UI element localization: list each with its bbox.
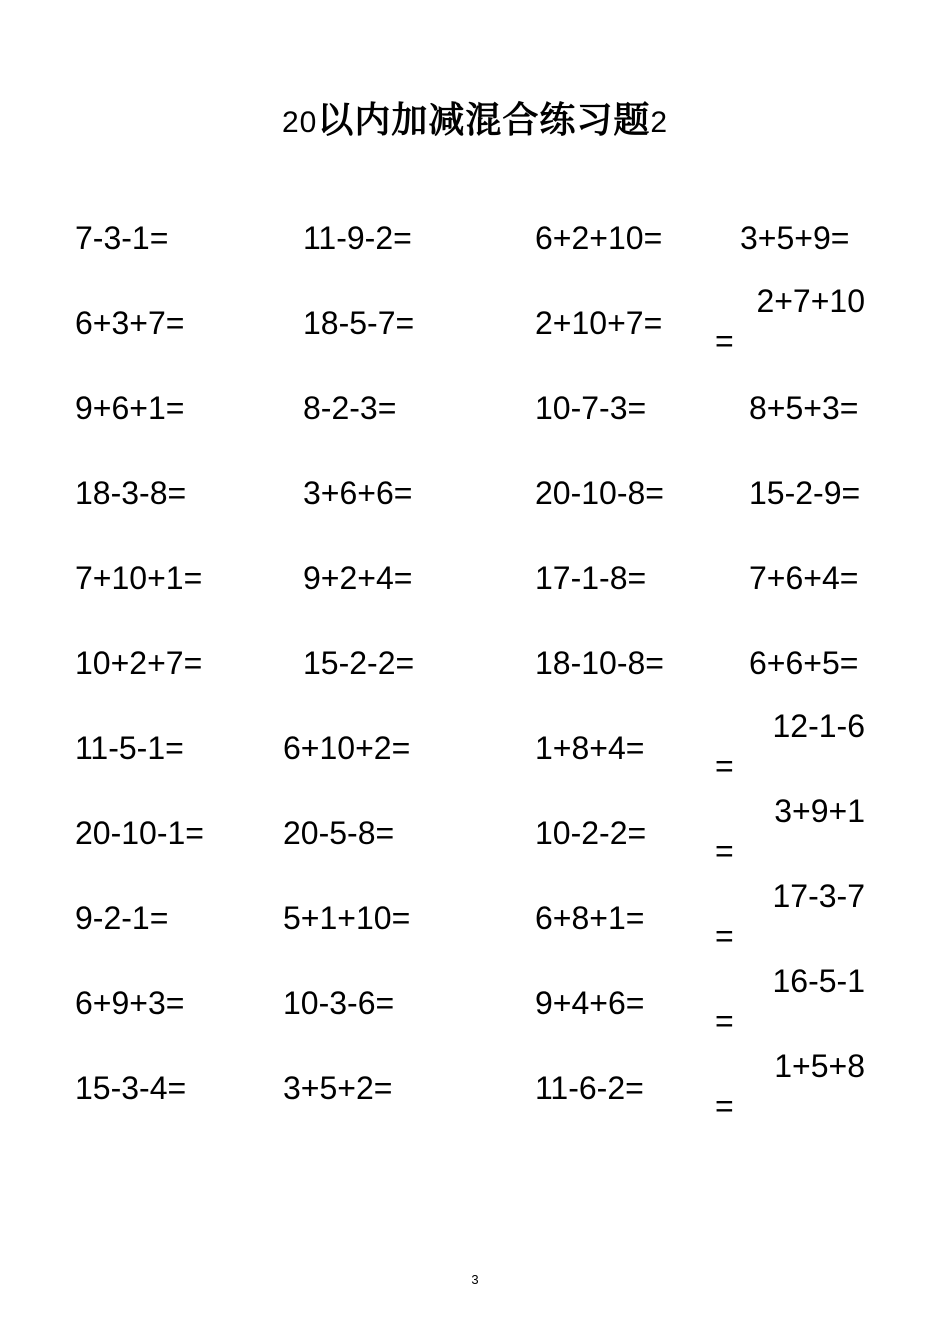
problem-expression: 16-5-1 (772, 963, 865, 999)
problem-expression: 3+9+1 (774, 793, 865, 829)
problem-wrapped (715, 706, 865, 796)
problem-expression: 12-1-6 (772, 708, 865, 744)
problem: 6+10+2= (283, 730, 411, 766)
problem-wrapped (715, 791, 865, 881)
problem: 6+9+3= (75, 985, 185, 1021)
problem: 18-10-8= (535, 645, 664, 681)
problem: 15-2-2= (303, 645, 415, 681)
problem: 20-10-1= (75, 815, 204, 851)
problem: 20-10-8= (535, 475, 664, 511)
page-title (0, 92, 950, 143)
problem: 3+6+6= (303, 475, 413, 511)
title-suffix: 2 (650, 106, 669, 139)
problem: 10-7-3= (535, 390, 647, 426)
problem-wrapped (715, 961, 865, 1051)
problem: 6+2+10= (535, 220, 663, 256)
problem: 6+3+7= (75, 305, 185, 341)
problem: 8-2-3= (303, 390, 397, 426)
title-main: 以内加减混合练习题 (317, 100, 651, 141)
problem: 10-2-2= (535, 815, 647, 851)
problem: 7-3-1= (75, 220, 169, 256)
problem: 17-1-8= (535, 560, 647, 596)
problem-wrapped (715, 876, 865, 966)
problem-equals: = (715, 918, 734, 954)
problem: 9+4+6= (535, 985, 645, 1021)
page-number: 3 (471, 1272, 479, 1287)
title-prefix: 20 (281, 106, 318, 139)
problem-expression: 2+7+10 (756, 283, 865, 319)
problem: 18-5-7= (303, 305, 415, 341)
problem-wrapped (715, 281, 865, 371)
problem-equals: = (715, 323, 734, 359)
problem: 6+8+1= (535, 900, 645, 936)
problem: 3+5+2= (283, 1070, 393, 1106)
problem-equals: = (715, 1088, 734, 1124)
problem-expression: 1+5+8 (774, 1048, 865, 1084)
problem-equals: = (715, 833, 734, 869)
problem: 18-3-8= (75, 475, 187, 511)
problem: 15-2-9= (749, 475, 861, 511)
problem: 9+6+1= (75, 390, 185, 426)
problem: 11-9-2= (303, 220, 412, 256)
problem: 10-3-6= (283, 985, 395, 1021)
problem: 1+8+4= (535, 730, 645, 766)
problem: 20-5-8= (283, 815, 395, 851)
problem-wrapped (715, 1046, 865, 1136)
problem: 10+2+7= (75, 645, 203, 681)
problem: 9+2+4= (303, 560, 413, 596)
problem: 15-3-4= (75, 1070, 187, 1106)
problem-equals: = (715, 748, 734, 784)
problem: 11-6-2= (535, 1070, 644, 1106)
problem: 3+5+9= (740, 220, 850, 256)
problem: 8+5+3= (749, 390, 859, 426)
problem: 7+10+1= (75, 560, 203, 596)
problem: 5+1+10= (283, 900, 411, 936)
problem-equals: = (715, 1003, 734, 1039)
problem: 7+6+4= (749, 560, 859, 596)
problem: 6+6+5= (749, 645, 859, 681)
problem: 11-5-1= (75, 730, 184, 766)
problem-expression: 17-3-7 (772, 878, 865, 914)
problem: 2+10+7= (535, 305, 663, 341)
problem: 9-2-1= (75, 900, 169, 936)
